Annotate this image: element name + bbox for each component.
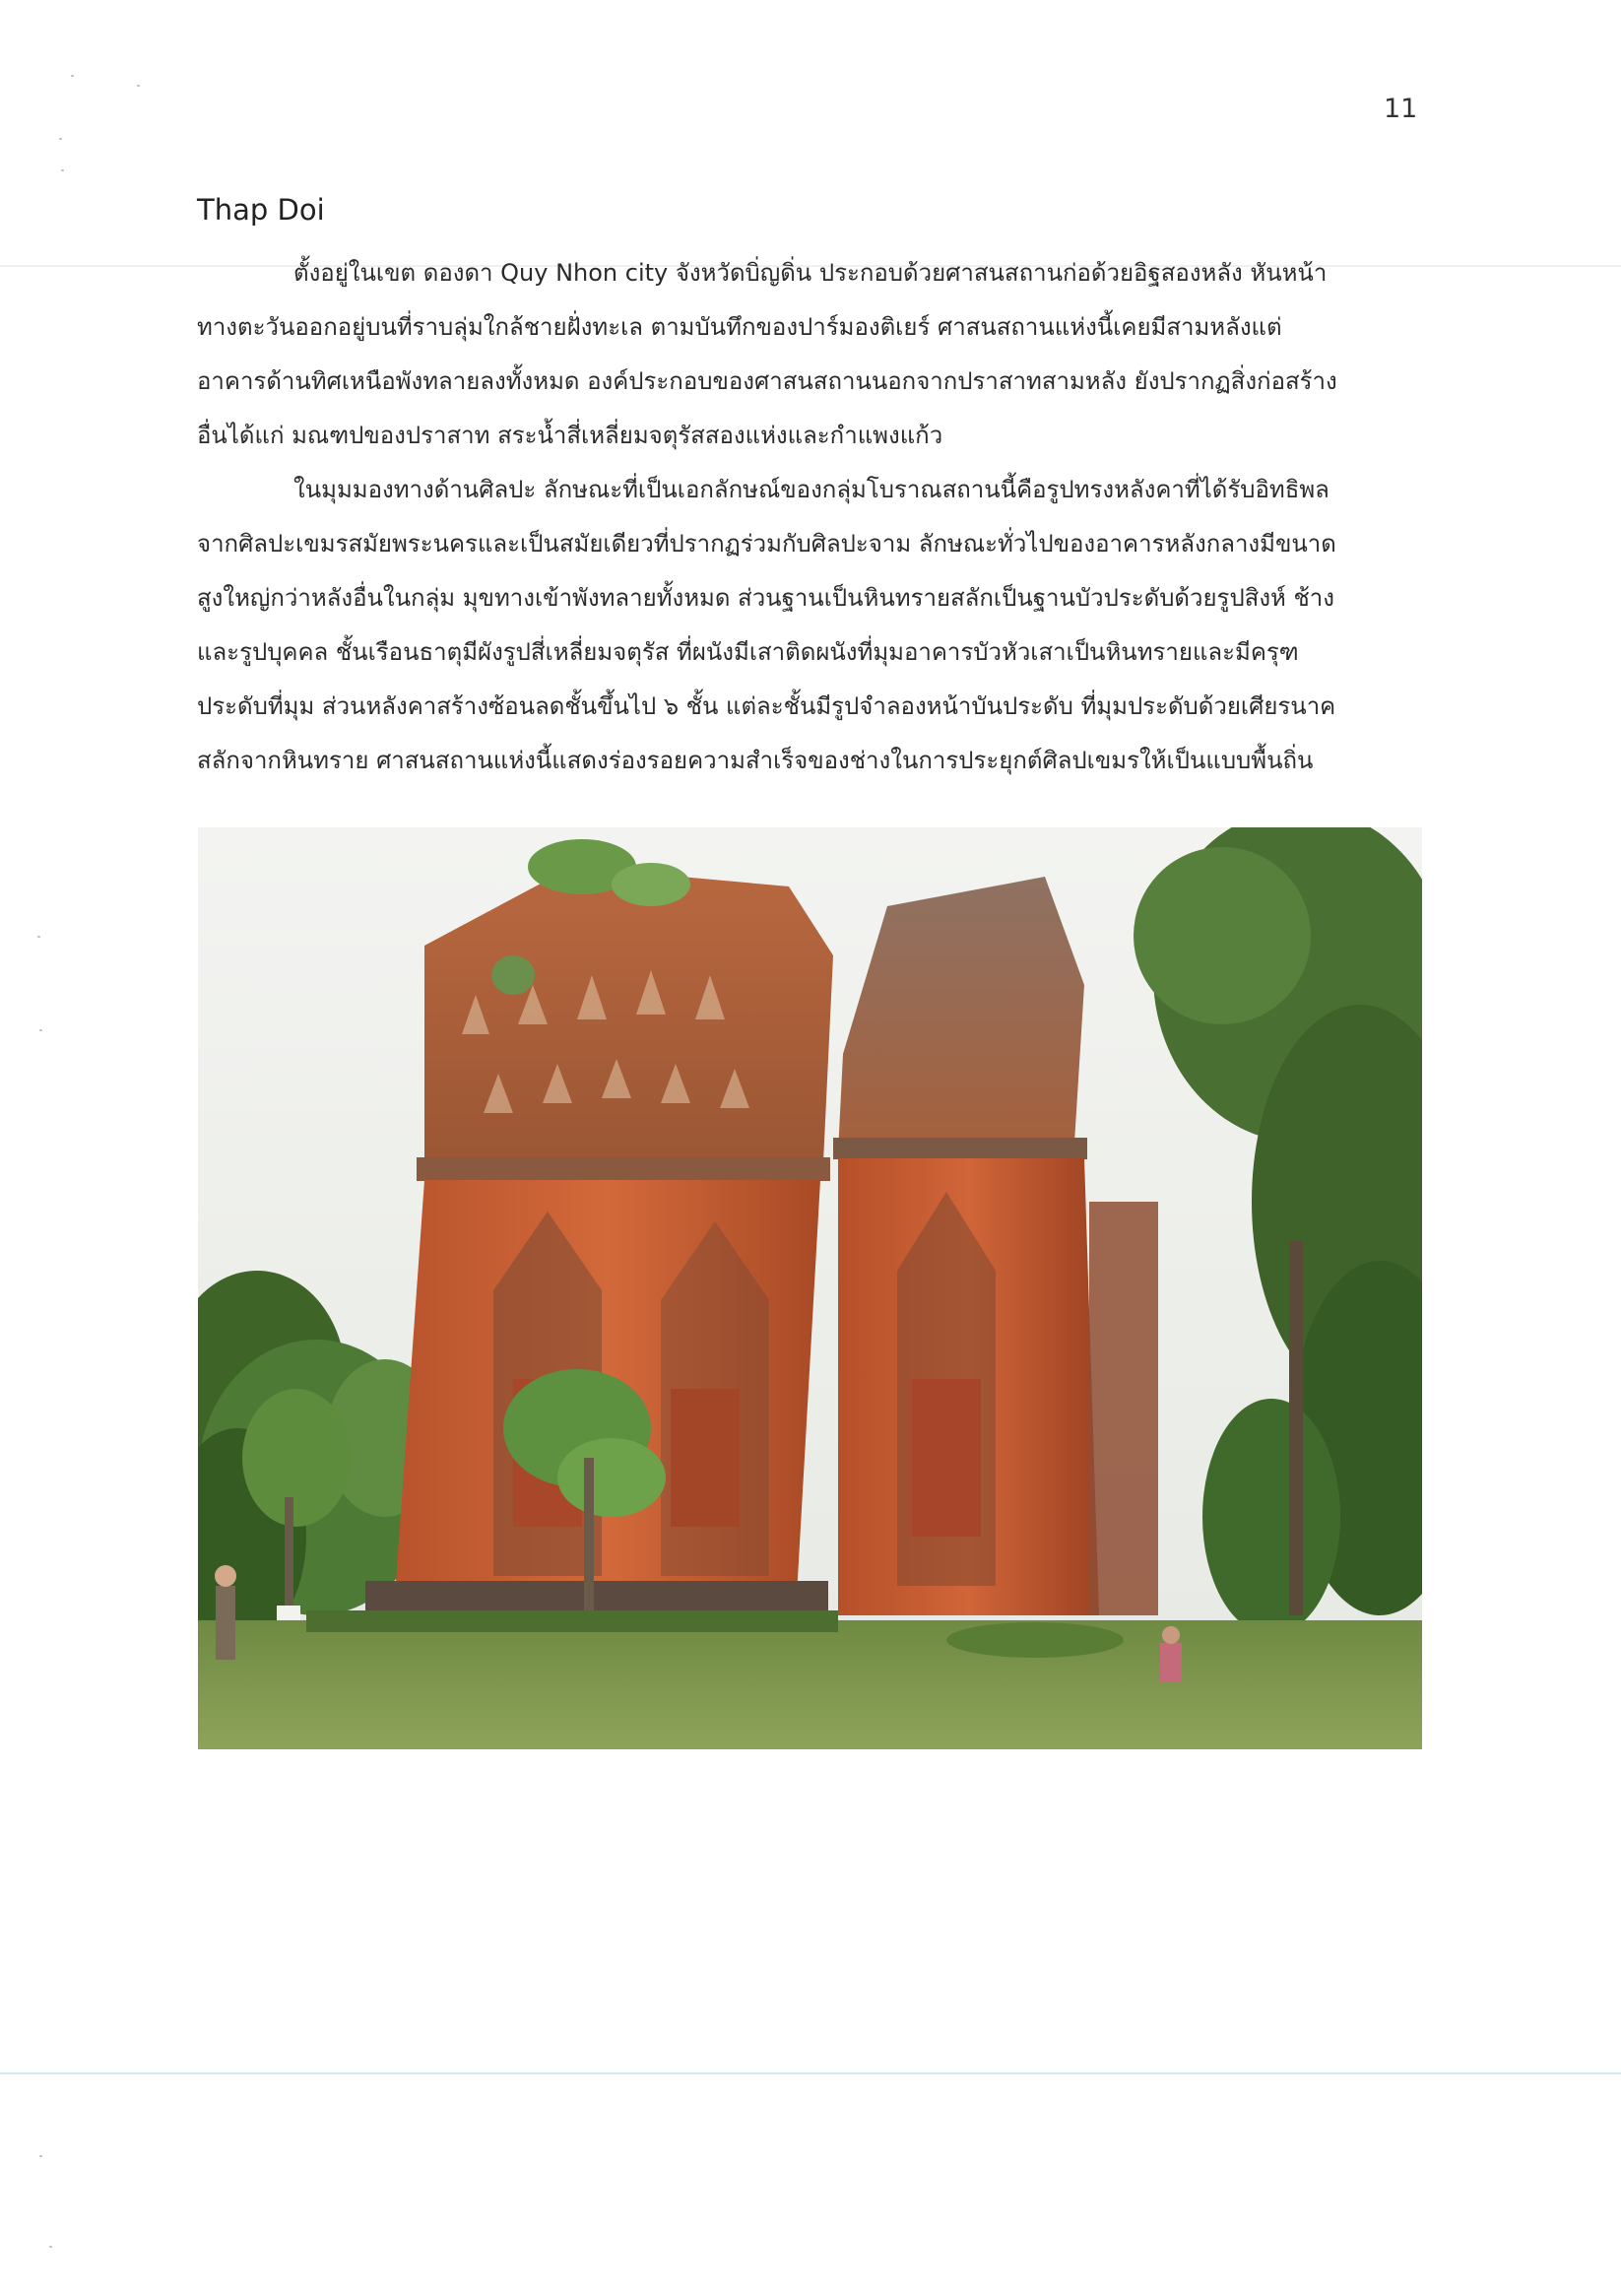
scan-line-bottom [0, 2072, 1621, 2074]
scan-speck [39, 1029, 42, 1031]
scan-speck [49, 2246, 52, 2248]
scan-speck [137, 85, 140, 87]
text-line: จากศิลปะเขมรสมัยพระนครและเป็นสมัยเดียวที่ปรากฏร่วมกับศิลปะจาม ลักษณะทั่วไปของอาคารหลังกลางมีขนาด [197, 530, 1336, 558]
text-line: สูงใหญ่กว่าหลังอื่นในกลุ่ม มุขทางเข้าพังทลายทั้งหมด ส่วนฐานเป็นหินทรายสลักเป็นฐานบัวประดับด้วยรูปสิงห์ ช้าง [197, 584, 1334, 612]
text-line: อื่นได้แก่ มณฑปของปราสาท สระน้ำสี่เหลี่ยมจตุรัสสองแห่งและกำแพงแก้ว [197, 422, 943, 449]
scan-speck [59, 138, 62, 140]
lawn [198, 1620, 1422, 1749]
text-line: ประดับที่มุม ส่วนหลังคาสร้างซ้อนลดชั้นขึ้นไป ๖ ชั้น แต่ละชั้นมีรูปจำลองหน้าบันประดับ ที่มุมประดับด้วยเศียรนาค [197, 692, 1336, 720]
text-line: สลักจากหินทราย ศาสนสถานแห่งนี้แสดงร่องรอยความสำเร็จของช่างในการประยุกต์ศิลปเขมรให้เป็นแบบพื้นถิ่น [197, 747, 1314, 774]
twin-towers-photo [198, 827, 1422, 1749]
person-left [215, 1565, 236, 1660]
page-number: 11 [1384, 94, 1418, 124]
person-right [1160, 1626, 1182, 1682]
text-line: และรูปบุคคล ชั้นเรือนธาตุมีผังรูปสี่เหลี่ยมจตุรัส ที่ผนังมีเสาติดผนังที่มุมอาคารบัวหัวเสาเป็นหินทรายและมีครุฑ [197, 638, 1299, 666]
paragraph-1 [197, 246, 1423, 463]
text-line: อาคารด้านทิศเหนือพังทลายลงทั้งหมด องค์ประกอบของศาสนสถานนอกจากปราสาทสามหลัง ยังปรากฏสิ่งก่อสร้าง [197, 367, 1337, 395]
scan-speck [71, 75, 74, 77]
scan-speck [61, 169, 64, 171]
body-text [197, 246, 1423, 788]
text-line: ในมุมมองทางด้านศิลปะ ลักษณะที่เป็นเอกลักษณ์ของกลุ่มโบราณสถานนี้คือรูปทรงหลังคาที่ได้รับอิทธิพล [293, 476, 1329, 503]
scan-speck [39, 2155, 42, 2157]
text-line: ตั้งอยู่ในเขต ดองดา Quy Nhon city จังหวัดบิ่ญดิ่น ประกอบด้วยศาสนสถานก่อด้วยอิฐสองหลัง หันหน้า [293, 259, 1328, 287]
text-line: ทางตะวันออกอยู่บนที่ราบลุ่มใกล้ชายฝั่งทะเล ตามบันทึกของปาร์มองติเยร์ ศาสนสถานแห่งนี้เคยมีสามหลังแต่ [197, 313, 1282, 341]
section-heading: Thap Doi [197, 193, 325, 227]
paragraph-2 [197, 463, 1423, 788]
scan-speck [37, 936, 40, 938]
photo-image-icon [198, 827, 1422, 1749]
